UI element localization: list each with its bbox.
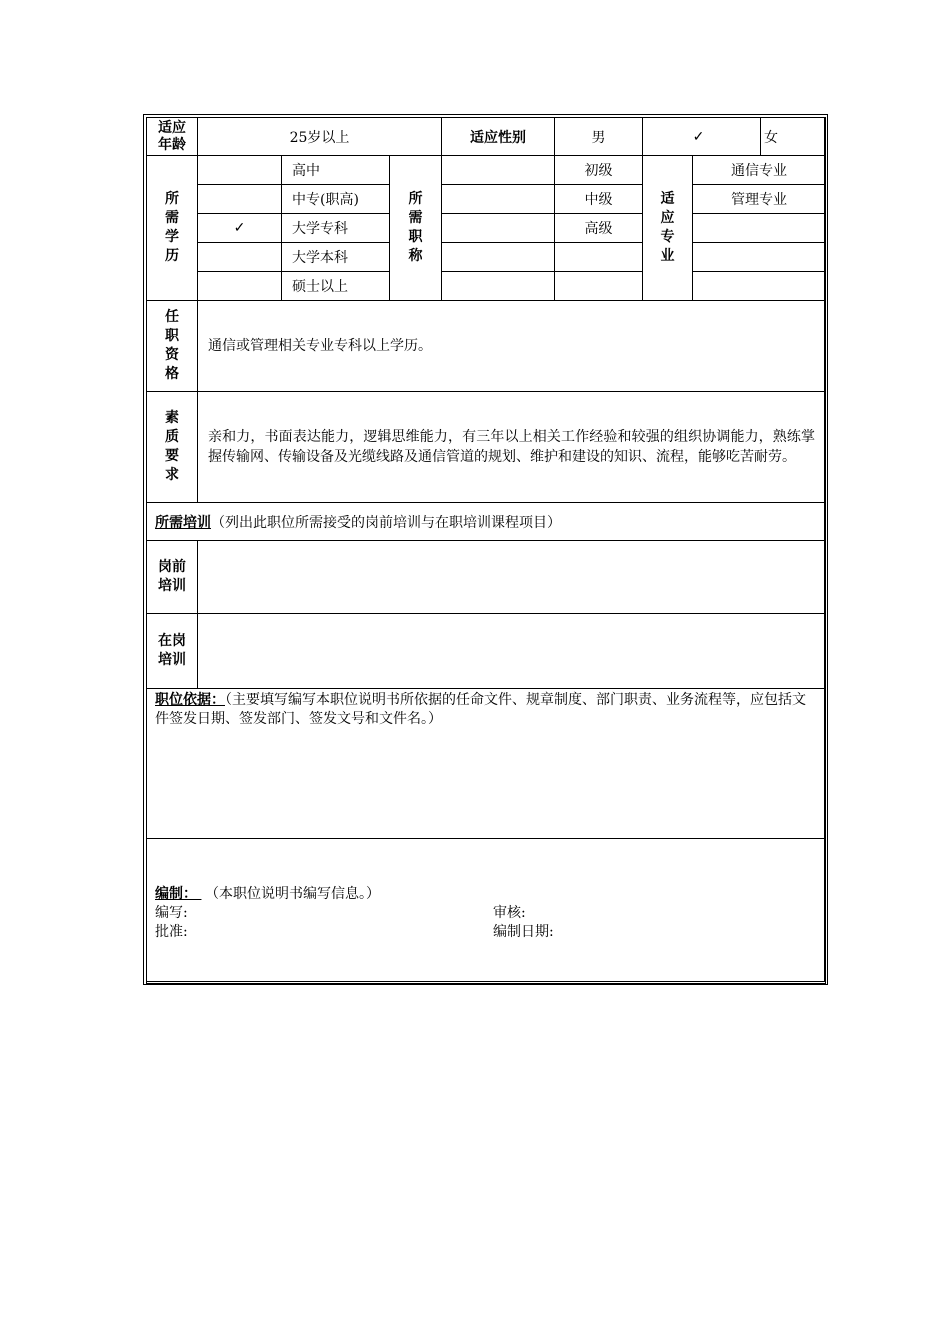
pre-training-row bbox=[147, 541, 826, 614]
compile-row bbox=[147, 839, 826, 984]
pre-training-label-text: 岗前培训 bbox=[158, 559, 186, 594]
gender-female-label bbox=[761, 118, 826, 156]
education-label-char: 需 bbox=[165, 210, 179, 226]
pre-training-content[interactable] bbox=[198, 541, 826, 614]
qualification-label bbox=[147, 301, 198, 392]
title-check[interactable] bbox=[442, 272, 555, 301]
basis-note: （主要填写编写本职位说明书所依据的任命文件、规章制度、部门职责、业务流程等，应包括文件签发日期、签发部门、签发文号和文件名。） bbox=[155, 692, 806, 727]
education-label-char: 历 bbox=[165, 248, 179, 264]
qualification-text[interactable]: 通信或管理相关专业专科以上学历。 bbox=[198, 301, 826, 392]
compile-cell bbox=[147, 839, 826, 984]
quality-label bbox=[147, 392, 198, 503]
education-label bbox=[147, 156, 198, 301]
title-check[interactable] bbox=[442, 214, 555, 243]
on-training-content[interactable] bbox=[198, 614, 826, 689]
major-label-char: 适 bbox=[660, 191, 675, 207]
quality-label-char: 要 bbox=[165, 448, 179, 464]
compile-title: 编制： bbox=[155, 886, 197, 902]
age-label bbox=[147, 118, 198, 156]
education-option: 大学专科 bbox=[282, 214, 390, 243]
gender-male-label: 男 bbox=[555, 118, 643, 156]
title-label-char: 所 bbox=[408, 191, 423, 207]
compile-line-1 bbox=[155, 904, 817, 923]
age-label-text: 适应年龄 bbox=[158, 119, 186, 153]
education-check[interactable] bbox=[198, 156, 282, 185]
gender-female-text: 女 bbox=[764, 129, 779, 146]
qualification-label-char: 职 bbox=[165, 328, 179, 344]
major-option[interactable] bbox=[693, 272, 826, 301]
quality-label-char: 素 bbox=[165, 410, 179, 426]
education-check[interactable] bbox=[198, 272, 282, 301]
quality-label-char: 求 bbox=[165, 467, 179, 483]
training-note: （列出此职位所需接受的岗前培训与在职培训课程项目） bbox=[211, 514, 561, 531]
major-label-char: 应 bbox=[660, 210, 675, 226]
writer-field[interactable]: 编写: bbox=[155, 905, 188, 921]
title-option bbox=[555, 243, 643, 272]
training-header bbox=[147, 503, 826, 541]
title-label-char: 称 bbox=[408, 248, 423, 264]
title-label-char: 需 bbox=[408, 210, 423, 226]
quality-text[interactable]: 亲和力，书面表达能力，逻辑思维能力，有三年以上相关工作经验和较强的组织协调能力，熟练掌握传输网、传输设备及光缆线路及通信管道的规划、维护和建设的知识、流程，能够吃苦耐劳。 bbox=[198, 392, 826, 503]
compile-note: （本职位说明书编写信息。） bbox=[205, 886, 380, 902]
title-option: 初级 bbox=[555, 156, 643, 185]
age-gender-row bbox=[147, 118, 826, 156]
training-title: 所需培训 bbox=[155, 514, 211, 531]
major-option[interactable] bbox=[693, 214, 826, 243]
major-option[interactable]: 管理专业 bbox=[693, 185, 826, 214]
major-label bbox=[643, 156, 693, 301]
title-option bbox=[555, 272, 643, 301]
edu-row bbox=[147, 214, 826, 243]
age-value[interactable]: 25岁以上 bbox=[198, 118, 442, 156]
education-option: 大学本科 bbox=[282, 243, 390, 272]
education-check[interactable] bbox=[198, 185, 282, 214]
quality-label-char: 质 bbox=[165, 429, 179, 445]
education-label-char: 学 bbox=[165, 229, 179, 245]
major-label-char: 业 bbox=[660, 248, 675, 264]
reviewer-field[interactable]: 审核: bbox=[493, 905, 526, 921]
major-option[interactable]: 通信专业 bbox=[693, 156, 826, 185]
title-label bbox=[390, 156, 442, 301]
compile-line-2 bbox=[155, 923, 817, 942]
training-header-row bbox=[147, 503, 826, 541]
education-option: 硕士以上 bbox=[282, 272, 390, 301]
pre-training-label bbox=[147, 541, 198, 614]
qualification-label-char: 资 bbox=[165, 347, 179, 363]
major-label-char: 专 bbox=[660, 229, 675, 245]
title-check[interactable] bbox=[442, 243, 555, 272]
education-option: 中专(职高) bbox=[282, 185, 390, 214]
edu-row bbox=[147, 243, 826, 272]
qualification-row bbox=[147, 301, 826, 392]
title-label-char: 职 bbox=[408, 229, 423, 245]
basis-row bbox=[147, 689, 826, 839]
basis-title: 职位依据： bbox=[155, 692, 225, 708]
major-option[interactable] bbox=[693, 243, 826, 272]
job-requirements-table bbox=[146, 117, 826, 984]
title-option: 中级 bbox=[555, 185, 643, 214]
basis-cell[interactable] bbox=[147, 689, 826, 839]
on-training-label bbox=[147, 614, 198, 689]
gender-label: 适应性别 bbox=[442, 118, 555, 156]
education-check[interactable]: ✓ bbox=[198, 214, 282, 243]
title-check[interactable] bbox=[442, 185, 555, 214]
title-option: 高级 bbox=[555, 214, 643, 243]
approver-field[interactable]: 批准: bbox=[155, 924, 188, 940]
edu-row bbox=[147, 272, 826, 301]
quality-row bbox=[147, 392, 826, 503]
on-training-row bbox=[147, 614, 826, 689]
gender-male-check[interactable]: ✓ bbox=[643, 118, 761, 156]
education-option: 高中 bbox=[282, 156, 390, 185]
edu-row bbox=[147, 156, 826, 185]
date-field[interactable]: 编制日期: bbox=[493, 924, 554, 940]
education-label-char: 所 bbox=[165, 191, 179, 207]
on-training-label-text: 在岗培训 bbox=[158, 633, 186, 668]
compile-header bbox=[155, 885, 817, 904]
qualification-label-char: 格 bbox=[165, 366, 179, 382]
title-check[interactable] bbox=[442, 156, 555, 185]
qualification-label-char: 任 bbox=[165, 309, 179, 325]
edu-row bbox=[147, 185, 826, 214]
education-check[interactable] bbox=[198, 243, 282, 272]
